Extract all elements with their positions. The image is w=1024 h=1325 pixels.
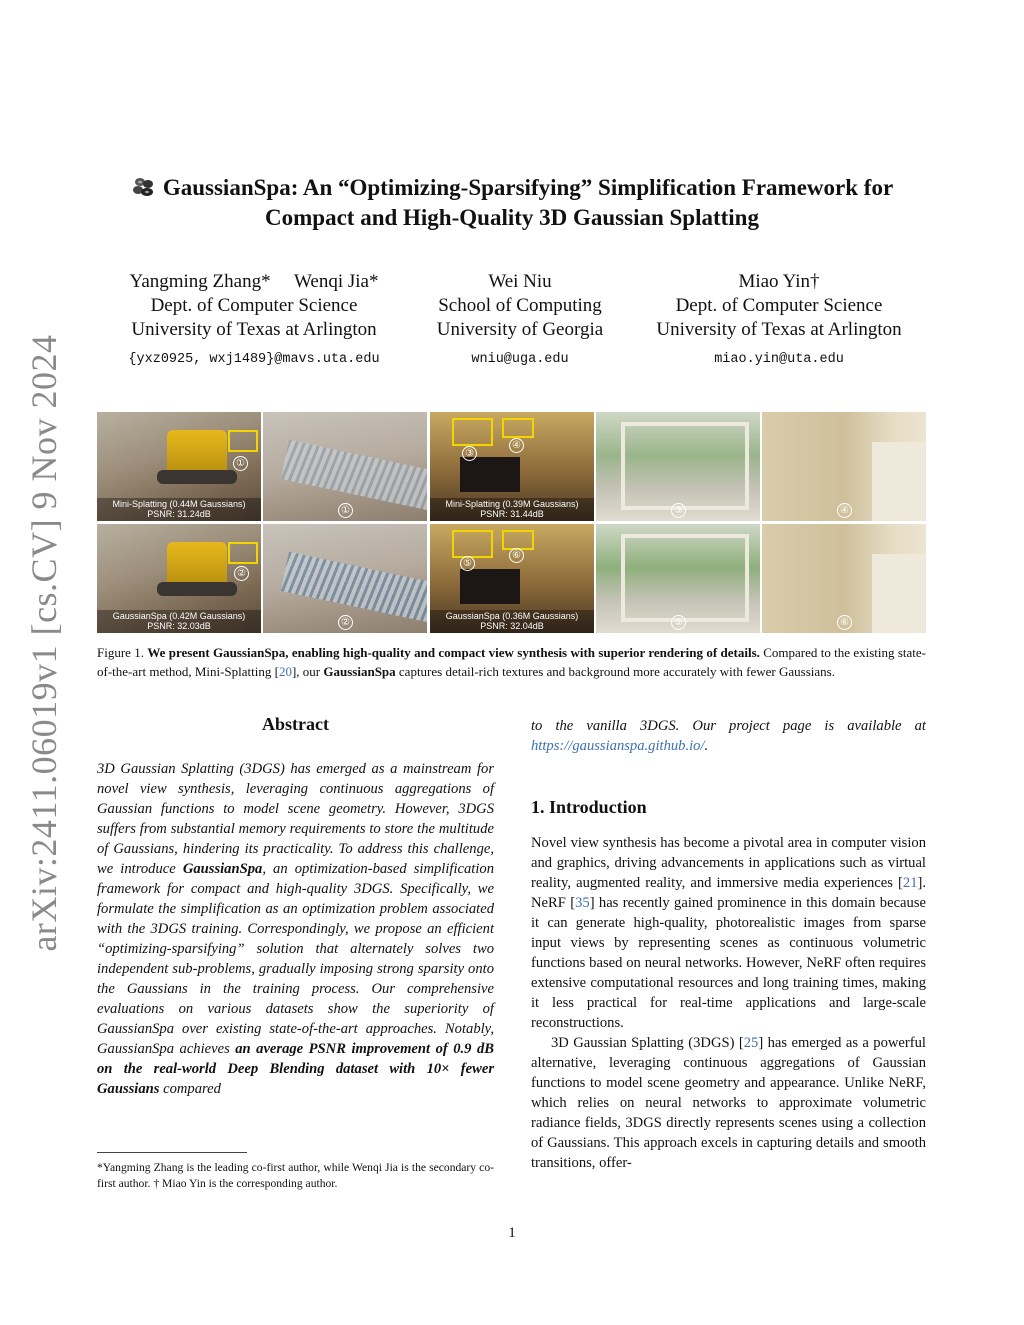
room-panel-mini: [430, 412, 594, 521]
window-panel-mini: [596, 412, 760, 521]
wall-panel-ours: [762, 524, 926, 633]
paper-title: [100, 173, 924, 233]
wall-panel-mini: [762, 412, 926, 521]
method-label: GaussianSpa (0.42M Gaussians): [112, 611, 246, 621]
texture-region: [281, 552, 427, 626]
marker: ⑥: [509, 548, 524, 563]
marker: ①: [233, 456, 248, 471]
marker: ①: [338, 503, 353, 518]
highlight-box: [502, 418, 534, 438]
marker: ④: [837, 503, 852, 518]
intro-text: 3D Gaussian Splatting (3DGS) [: [551, 1035, 744, 1051]
gaussian-cluster-icon: [131, 176, 157, 198]
author-block: [114, 270, 394, 372]
marker: ③: [462, 446, 477, 461]
door-shape: [872, 554, 926, 633]
citation-link[interactable]: 21: [902, 875, 918, 891]
abstract-text: , an optimization-based simplification framework for compact and high-quality 3DGS. Specifically, we formulate the simplification as an optimization problem associated with the 3DGS training. Correspondingly, we propose an efficient “optimizing-sparsifying” solution that alternately solves two independent sub-problems, gradually imposing strong sparsity onto the Gaussians in the training process. Our comprehensive evaluations on various datasets show the superiority of GaussianSpa over existing state-of-the-art approaches. Notably, GaussianSpa achieves: [97, 861, 494, 1057]
window-panel-ours: [596, 524, 760, 633]
page-number: 1: [508, 1225, 516, 1241]
abstract-bold: an average PSNR improvement of 0.9 dB on the real-world Deep Blending dataset with 10× fewer Gaussians: [97, 1041, 494, 1097]
highlight-box: [452, 418, 493, 446]
marker: ②: [234, 566, 249, 581]
paragraph: [531, 833, 926, 1033]
psnr-label: PSNR: 31.24dB: [147, 509, 211, 519]
introduction-body: [531, 833, 926, 1173]
author-email[interactable]: miao.yin@uta.edu: [714, 352, 844, 367]
texture-region: [281, 440, 427, 514]
bulldozer-tracks: [157, 470, 237, 484]
window-frame: [621, 422, 749, 510]
author-university: University of Texas at Arlington: [131, 319, 377, 340]
bulldozer-tracks: [157, 582, 237, 596]
intro-text: ]. NeRF [: [531, 875, 926, 911]
psnr-label: PSNR: 32.04dB: [480, 621, 544, 631]
method-label: Mini-Splatting (0.39M Gaussians): [445, 499, 579, 509]
panel-label: [97, 610, 261, 633]
intro-text: ] has emerged as a powerful alternative, leveraging continuous aggregations of Gaussian functions to model scene geometry and appearance. Unlike NeRF, which relies on neural networks to approximate volumetric radiance fields, 3DGS directly represents scenes using a collection of Gaussians. This approach excels in capturing details and smooth transitions, offer-: [531, 1035, 926, 1171]
arxiv-watermark: [14, 333, 74, 952]
abstract-text: compared: [159, 1081, 221, 1097]
highlight-box: [502, 530, 534, 550]
window-frame: [621, 534, 749, 622]
piano-shape: [460, 457, 520, 492]
author-university: University of Texas at Arlington: [656, 319, 902, 340]
bulldozer-panel-mini: [97, 412, 261, 521]
bulldozer-panel-ours: [97, 524, 261, 633]
abstract-continued: [531, 716, 926, 756]
author-names: Yangming Zhang* Wenqi Jia*: [129, 271, 379, 292]
author-email[interactable]: {yxz0925, wxj1489}@mavs.uta.edu: [128, 352, 380, 367]
abstract-text: 3D Gaussian Splatting (3DGS) has emerged as a mainstream for novel view synthesis, leveraging continuous aggregations of Gaussian functions to model scene geometry. However, 3DGS suffers from substantial memory requirements to store the multitude of Gaussians, hindering its practicality. To address this challenge, we introduce: [97, 761, 494, 877]
author-university: University of Georgia: [436, 319, 604, 340]
intro-text: Novel view synthesis has become a pivotal area in computer vision and graphics, driving advancements in applications such as virtual reality, augmented reality, and immersive media experiences [: [531, 835, 926, 891]
footnote-divider: [97, 1152, 247, 1153]
room-panel-ours: [430, 524, 594, 633]
citation-link[interactable]: 25: [743, 1035, 759, 1051]
section-heading: 1. Introduction: [531, 797, 647, 817]
panel-label: [430, 610, 594, 633]
abstract-text: to the vanilla 3DGS. Our project page is available at: [531, 718, 926, 734]
citation-link[interactable]: 20: [278, 664, 292, 679]
figure-1: [97, 412, 926, 633]
marker: ④: [509, 438, 524, 453]
marker: ⑤: [671, 615, 686, 630]
marker: ⑤: [460, 556, 475, 571]
author-block: [420, 270, 620, 372]
abstract-heading: Abstract: [262, 714, 329, 734]
psnr-label: PSNR: 32.03dB: [147, 621, 211, 631]
panel-label: [97, 498, 261, 521]
abstract-text: .: [704, 738, 709, 754]
figure-caption: [97, 643, 926, 681]
intro-text: ] has recently gained prominence in this domain because it can generate high-quality, photorealistic images from sparse input views by representing scenes as continuous volumetric functions based on neural networks. However, NeRF often requires extensive computational resources and long training times, making it less practical for real-time applications and large-scale reconstructions.: [531, 895, 926, 1031]
zoom-panel-1: [263, 412, 427, 521]
caption-bold: GaussianSpa: [323, 664, 396, 679]
caption-text: Compared to the existing state-of-the-art method, Mini-Splatting [: [97, 645, 927, 679]
highlight-box: [452, 530, 493, 558]
footnote: *Yangming Zhang is the leading co-first author, while Wenqi Jia is the secondary co-first author. † Miao Yin is the corresponding author.: [97, 1161, 494, 1190]
highlight-box: [228, 542, 258, 564]
marker: ②: [338, 615, 353, 630]
title-line-1: GaussianSpa: An “Optimizing-Sparsifying” Simplification Framework for: [162, 175, 894, 200]
abstract-bold: GaussianSpa: [182, 861, 263, 877]
author-names: Miao Yin†: [738, 271, 820, 292]
author-email[interactable]: wniu@uga.edu: [471, 352, 569, 367]
method-label: GaussianSpa (0.36M Gaussians): [445, 611, 579, 621]
arxiv-id: arXiv:2411.06019v1 [cs.CV] 9 Nov 2024: [24, 333, 64, 952]
title-line-2: Compact and High-Quality 3D Gaussian Splatting: [265, 205, 759, 230]
zoom-panel-2: [263, 524, 427, 633]
caption-bold: We present GaussianSpa, enabling high-quality and compact view synthesis with superior rendering of details.: [147, 645, 760, 660]
panel-label: [430, 498, 594, 521]
caption-text: captures detail-rich textures and background more accurately with fewer Gaussians.: [395, 664, 835, 679]
author-dept: School of Computing: [438, 295, 602, 316]
highlight-box: [228, 430, 258, 452]
marker: ③: [671, 503, 686, 518]
door-shape: [872, 442, 926, 521]
caption-text: ], our: [291, 664, 324, 679]
author-names: Wei Niu: [488, 271, 552, 292]
project-page-link[interactable]: https://gaussianspa.github.io/: [531, 738, 705, 754]
author-dept: Dept. of Computer Science: [675, 295, 883, 316]
citation-link[interactable]: 35: [575, 895, 590, 911]
author-block: [643, 270, 915, 372]
piano-shape: [460, 569, 520, 604]
psnr-label: PSNR: 31.44dB: [480, 509, 544, 519]
caption-prefix: Figure 1.: [97, 645, 145, 660]
paragraph: [531, 1033, 926, 1173]
method-label: Mini-Splatting (0.44M Gaussians): [112, 499, 246, 509]
marker: ⑥: [837, 615, 852, 630]
abstract-body: [97, 759, 494, 1099]
author-dept: Dept. of Computer Science: [150, 295, 358, 316]
